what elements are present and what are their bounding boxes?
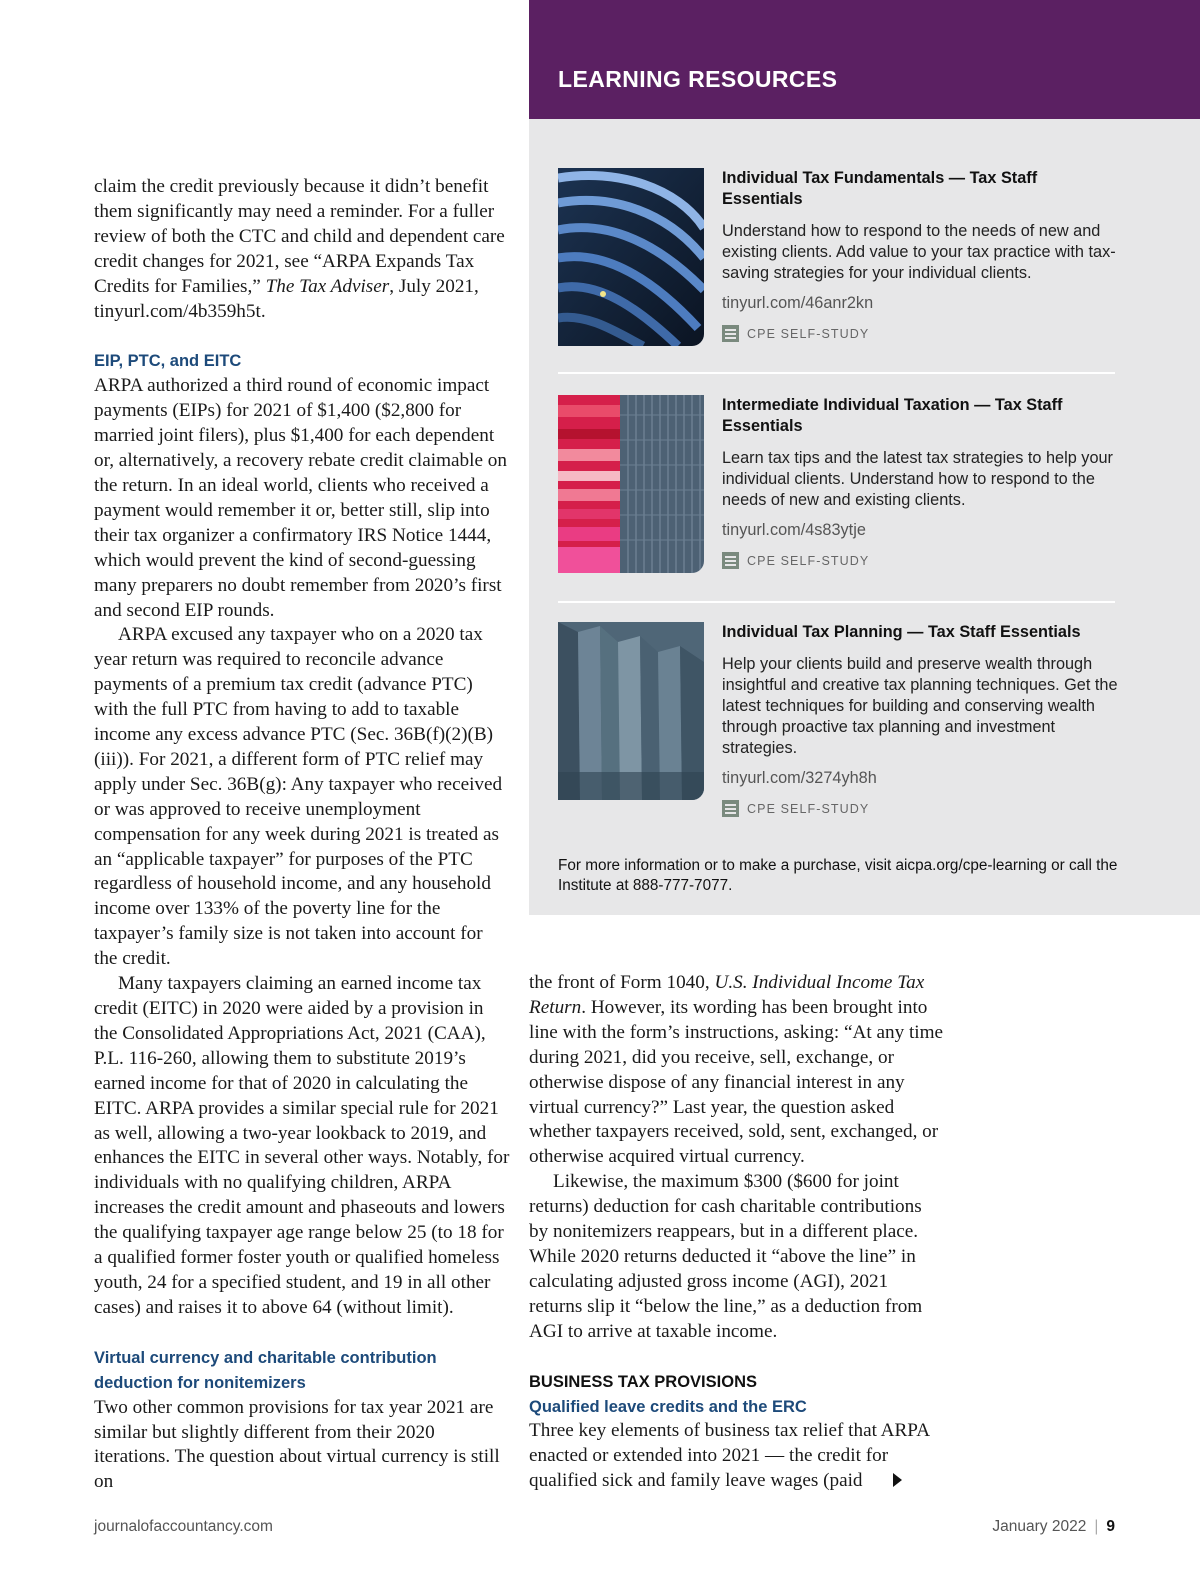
- section-heading-leave-credits: Qualified leave credits and the ERC: [529, 1397, 807, 1416]
- learning-resources-footer: For more information or to make a purchase, visit aicpa.org/cpe-learning or call the Institute at 888-777-7077.: [558, 857, 1118, 894]
- page-number: 9: [1106, 1518, 1115, 1535]
- document-icon: [722, 800, 739, 817]
- learning-resources-header: [529, 0, 1200, 119]
- course-image-basalt-columns: [558, 622, 704, 800]
- section-heading-virtual-currency: Virtual currency and charitable contribution deduction for nonitemizers: [94, 1348, 437, 1392]
- paragraph: ARPA authorized a third round of economic impact payments (EIPs) for 2021 of $1,400 ($2,800 for married joint filers), plus $1,400 for each dependent or, alternatively, a recovery rebate credit claimable on the return. In an ideal world, clients who received a payment would remember it or, better still, slip into their tax organizer a confirmatory IRS Notice 1444, which would prevent the kind of second-guessing many preparers no doubt remember from 2020’s first and second EIP rounds.: [94, 375, 507, 621]
- paragraph: ARPA excused any taxpayer who on a 2020 tax year return was required to reconcile advance payments of a premium tax credit (advance PTC) with the full PTC from having to add to taxable income any excess advance PTC (Sec. 36B(f)(2)(B)(iii)). For 2021, a different form of PTC relief may apply under Sec. 36B(g): Any taxpayer who received or was approved to receive unemployment compensation for any week during 2021 is treated as an “applicable taxpayer” for purposes of the PTC regardless of household income, and any household income over 133% of the poverty line for the taxpayer’s family size is not taken into account for the credit.: [94, 624, 503, 970]
- article-left-column: [94, 175, 510, 1495]
- course-link[interactable]: tinyurl.com/4s83ytje: [722, 521, 866, 539]
- learning-resources-box: [529, 119, 1200, 915]
- paragraph: Three key elements of business tax relief that ARPA enacted or extended into 2021 — the credit for qualified sick and family leave wages (paid: [529, 1420, 930, 1492]
- section-heading-business: BUSINESS TAX PROVISIONS: [529, 1372, 757, 1391]
- document-icon: [722, 325, 739, 342]
- divider: [558, 372, 1115, 374]
- course-description: Help your clients build and preserve wealth through insightful and creative tax planning techniques. Get the latest techniques for building and conserving wealth through proactive tax planning and investment strategies.: [722, 655, 1118, 757]
- cpe-badge: CPE SELF-STUDY: [722, 325, 1122, 342]
- learning-resources-title: LEARNING RESOURCES: [558, 66, 838, 92]
- paragraph: Many taxpayers claiming an earned income tax credit (EITC) in 2020 were aided by a provision in the Consolidated Appropriations Act, 2021 (CAA), P.L. 116-260, allowing them to substitute 2019’s earned income for that of 2020 in calculating the EITC. ARPA provides a similar special rule for 2021 as well, allowing a two-year lookback to 2019, and enhances the EITC in several other ways. Notably, for individuals with no qualifying children, ARPA increases the credit amount and phaseouts and lowers the qualifying taxpayer age range below 25 (to 18 for a qualified former foster youth or qualified homeless youth, 24 for a specified student, and 19 in all other cases) and raises it to above 64 (without limit).: [94, 973, 510, 1318]
- section-heading-eip: EIP, PTC, and EITC: [94, 352, 242, 371]
- course-description: Understand how to respond to the needs of new and existing clients. Add value to your tax practice with tax-saving strategies for your individual clients.: [722, 222, 1116, 282]
- document-icon: [722, 552, 739, 569]
- course-title: Individual Tax Fundamentals — Tax Staff Essentials: [722, 169, 1038, 208]
- paragraph: Likewise, the maximum $300 ($600 for joint returns) deduction for cash charitable contributions by nonitemizers reappears, but in a different place. While 2020 returns deducted it “above the line” in calculating adjusted gross income (AGI), 2021 returns slip it “below the line,” as a deduction from AGI to arrive at taxable income.: [529, 1171, 923, 1342]
- paragraph: claim the credit previously because it didn’t benefit them significantly may need a reminder. For a fuller review of both the CTC and child and dependent care credit changes for 2021, see “ARPA Expands Tax Credits for Families,” The Tax Adviser, July 2021, tinyurl.com/4b359h5t.: [94, 176, 505, 322]
- course-image-stripes: [558, 395, 704, 573]
- continue-arrow-icon: [893, 1473, 902, 1487]
- footer-site: journalofaccountancy.com: [94, 1518, 273, 1535]
- paragraph: the front of Form 1040, U.S. Individual Income Tax Return. However, its wording has been brought into line with the form’s instructions, asking: “At any time during 2021, did you receive, sell, exchange, or otherwise dispose of any financial interest in any virtual currency?” Last year, the question asked whether taxpayers received, sold, sent, exchanged, or otherwise acquired virtual currency.: [529, 972, 944, 1168]
- cpe-badge: CPE SELF-STUDY: [722, 800, 1122, 817]
- paragraph: Two other common provisions for tax year 2021 are similar but slightly different from their 2020 iterations. The question about virtual currency is still on: [94, 1396, 500, 1493]
- course-title: Intermediate Individual Taxation — Tax Staff Essentials: [722, 396, 1063, 435]
- course-link[interactable]: tinyurl.com/3274yh8h: [722, 769, 877, 787]
- article-right-column: [529, 971, 945, 1494]
- cpe-badge: CPE SELF-STUDY: [722, 552, 1122, 569]
- course-image-building: [558, 168, 704, 346]
- course-link[interactable]: tinyurl.com/46anr2kn: [722, 294, 874, 312]
- course-title: Individual Tax Planning — Tax Staff Essentials: [722, 623, 1081, 641]
- footer-date-page: January 2022 | 9: [992, 1518, 1115, 1535]
- divider: [558, 601, 1115, 603]
- course-description: Learn tax tips and the latest tax strategies to help your individual clients. Understand how to respond to the needs of new and existing clients.: [722, 449, 1113, 509]
- footer-date: January 2022: [992, 1518, 1087, 1535]
